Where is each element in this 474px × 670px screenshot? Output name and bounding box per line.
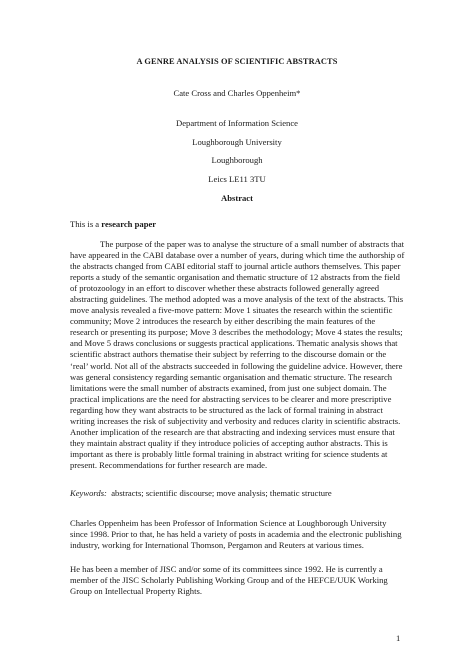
affiliation-department: Department of Information Science	[176, 118, 298, 128]
author-bio-paragraph-1: Charles Oppenheim has been Professor of Information Science at Loughborough University since 1998. Prior to that, he has held a variety of posts in academia and the electronic publishing industry, working for International Thomson, Pergamon and Reuters at various times.	[70, 518, 402, 551]
keywords-label: Keywords:	[70, 488, 107, 498]
keywords-line	[70, 488, 405, 499]
affiliation-university: Loughborough University	[192, 136, 282, 147]
paper-title: A GENRE ANALYSIS OF SCIENTIFIC ABSTRACTS	[136, 57, 338, 66]
paper-type-prefix: This is a	[70, 219, 102, 229]
page-number: 1	[396, 633, 401, 643]
abstract-heading: Abstract	[221, 193, 253, 203]
author-list: Cate Cross and Charles Oppenheim*	[173, 88, 301, 98]
keywords-text: abstracts; scientific discourse; move analysis; thematic structure	[109, 488, 332, 498]
author-bio-paragraph-2: He has been a member of JISC and/or some of its committees since 1992. He is currently a member of the JISC Scholarly Publishing Working Group and of the HEFCE/UUK Working Group on Intellectual Property Rights.	[70, 564, 388, 597]
paper-type-value: research paper	[101, 219, 157, 229]
affiliation-town: Loughborough	[211, 155, 263, 165]
paper-type-line	[70, 219, 405, 230]
affiliation-block	[0, 118, 474, 192]
abstract-text: The purpose of the paper was to analyse the structure of a small number of abstracts that have appeared in the CABI database over a number of years, during which time the authorship of the abstracts changed from CABI editorial staff to journal article authors themselves. This paper reports a study of the semantic organisation and thematic structure of 12 abstracts from the field of protozoology in an effort to discover whether these abstracts followed generally agreed abstracting guidelines. The method adopted was a move analysis of the text of the abstracts. This move analysis revealed a five-move pattern: Move 1 situates the research within the scientific community; Move 2 introduces the research by either describing the main features of the research or presenting its purpose; Move 3 describes the methodology; Move 4 states the results; and Move 5 draws conclusions or suggests practical applications. Thematic analysis shows that scientific abstract authors thematise their subject by referring to the discourse domain or the ‘real’ world. Not all of the abstracts succeeded in following the guideline advice. However, there was general consistency regarding semantic organisation and thematic structure. The research limitations were the small number of abstracts examined, from just one subject domain. The practical implications are the need for abstracting services to be clearer and more prescriptive regarding how they want abstracts to be structured as the lack of formal training in abstract writing increases the risk of subjectivity and verbosity and reduces clarity in scientific abstracts. Another implication of the research are that abstracting and indexing services must ensure that they maintain abstract quality if they introduce policies of accepting author abstracts. This is important as there is probably little formal training in abstract writing for science students at present. Recommendations for further research are made.	[70, 239, 405, 470]
affiliation-postcode: Leics LE11 3TU	[208, 173, 266, 184]
